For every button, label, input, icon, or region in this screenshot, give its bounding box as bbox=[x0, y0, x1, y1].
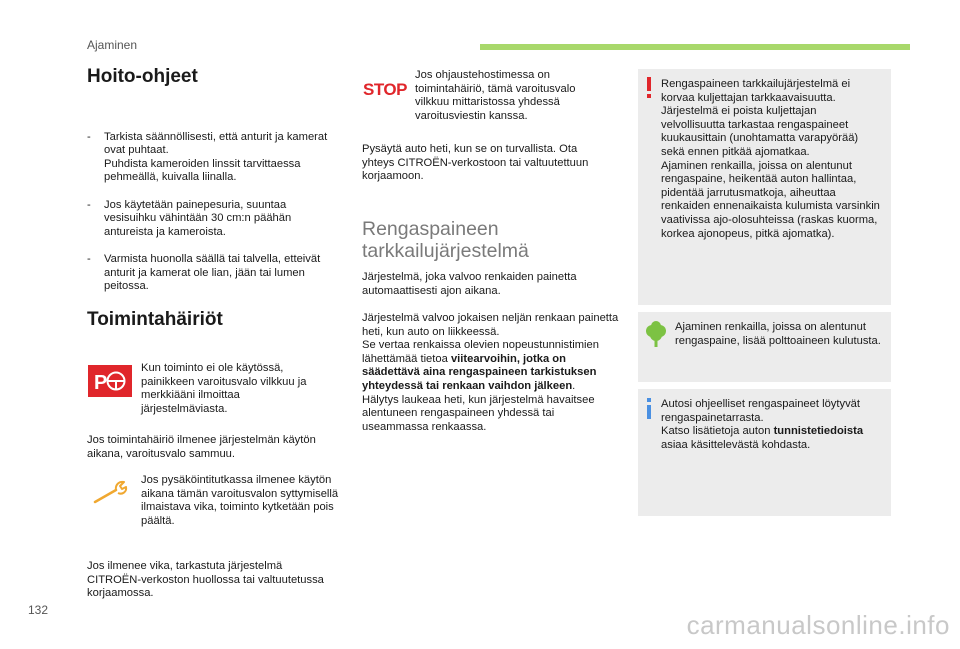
warning-panel-text: Rengaspaineen tarkkailujärjestelmä ei korvaa kuljettajan tarkkaavaisuutta. Järjestelmä ei poista kuljettajan velvollisuutta tarkastaa rengaspaineet kuukausittain (unohtamatta varapyörää) sekä ennen pitkää ajomatkaa. Ajaminen renkailla, joissa on alentunut rengaspaine, heikentää auton hallintaa, pidentää jarrutusmatkoja, aiheuttaa renkaiden ennenaikaista kulumista varsinkin vaativissa ajo-olosuhteissa (raskas kuorma, korkea ajonopeus, pitkä ajomatka). bbox=[661, 78, 880, 240]
tpms-para-1: Järjestelmä, joka valvoo renkaiden painetta automaattisesti ajon aikana. bbox=[362, 271, 577, 297]
malfunction-title: Toimintahäiriöt bbox=[87, 309, 223, 330]
page-number: 132 bbox=[28, 603, 49, 617]
stop-text: Jos ohjaustehostimessa on toimintahäiriö, tämä varoitusvalo vilkkuu mittaristossa yhdessä varoitusviestin kanssa. bbox=[415, 69, 576, 122]
warning-exclamation-icon bbox=[644, 77, 654, 99]
watermark: carmanualsonline.info bbox=[686, 610, 950, 640]
svg-text:P: P bbox=[94, 372, 108, 394]
stop-icon-label: STOP bbox=[363, 80, 407, 99]
tpms-para-2-bold: viitearvoihin, jotka on säädettävä aina rengaspaineen tarkistuksen yhteydessä tai renkaan vaihdon jälkeen bbox=[362, 352, 597, 392]
care-list bbox=[87, 117, 339, 307]
eco-tree-icon bbox=[644, 321, 668, 349]
info-panel-text-a: Autosi ohjeelliset rengaspaineet löytyvät rengaspainetarrasta. Katso lisätietoja auton bbox=[661, 398, 861, 438]
care-item-3: - Varmista huonolla säällä tai talvella, etteivät anturit ja kamerat ole lian, jään tai lumen peitossa. bbox=[87, 253, 339, 294]
tpms-para-2 bbox=[362, 312, 620, 434]
info-panel-text-c: asiaa käsittelevästä kohdasta. bbox=[661, 438, 811, 451]
info-panel-text-bold: tunnistetiedoista bbox=[773, 425, 864, 438]
stop-icon bbox=[362, 74, 407, 102]
tpms-title-line-1: Rengaspaineen bbox=[362, 218, 499, 240]
wrench-icon bbox=[92, 480, 132, 508]
care-item-1: - Tarkista säännöllisesti, että anturit ja kamerat ovat puhtaat. Puhdista kameroiden linssit tarvittaessa pehmeällä, kuivalla liinalla. bbox=[87, 131, 339, 185]
malfunction-para-2: Jos ilmenee vika, tarkastuta järjestelmä CITROËN-verkoston huollossa tai valtuutetussa korjaamossa. bbox=[87, 560, 324, 600]
care-item-2: - Jos käytetään painepesuria, suuntaa vesisuihku vähintään 30 cm:n päähän antureista ja kameroista. bbox=[87, 199, 339, 240]
stop-para: Pysäytä auto heti, kun se on turvallista. Ota yhteys CITROËN-verkostoon tai valtuutettuun korjaamoon. bbox=[362, 143, 589, 183]
tpms-title-line-2: tarkkailujärjestelmä bbox=[362, 240, 529, 262]
malfunction-para-1: Jos toimintahäiriö ilmenee järjestelmän käytön aikana, varoitusvalo sammuu. bbox=[87, 434, 316, 460]
care-title: Hoito-ohjeet bbox=[87, 66, 198, 87]
tpms-para-2-a: Järjestelmä valvoo jokaisen neljän renkaan painetta heti, kun auto on liikkeessä. Se vertaa renkaissa olevien nopeustunnistimien lähettämää tietoa bbox=[362, 312, 619, 365]
section-label: Ajaminen bbox=[87, 38, 138, 52]
info-panel-text bbox=[661, 398, 885, 452]
park-assist-fault-icon bbox=[88, 365, 132, 397]
wrench-text: Jos pysäköintitutkassa ilmenee käytön aikana tämän varoitusvalon syttymisellä ilmaistava vika, toiminto kytketään pois päältä. bbox=[141, 474, 339, 527]
header-accent-bar bbox=[480, 44, 910, 50]
info-icon bbox=[645, 398, 653, 420]
eco-panel-text: Ajaminen renkailla, joissa on alentunut rengaspaine, lisää polttoaineen kulutusta. bbox=[675, 321, 881, 347]
tpms-title bbox=[362, 218, 529, 262]
tpms-para-2-c: . Hälytys laukeaa heti, kun järjestelmä havaitsee alentuneen rengaspaineen yhdessä tai useammassa renkaassa. bbox=[362, 379, 595, 433]
park-assist-fault-text: Kun toiminto ei ole käytössä, painikkeen varoitusvalo vilkkuu ja merkkiääni ilmoittaa järjestelmäviasta. bbox=[141, 362, 307, 415]
